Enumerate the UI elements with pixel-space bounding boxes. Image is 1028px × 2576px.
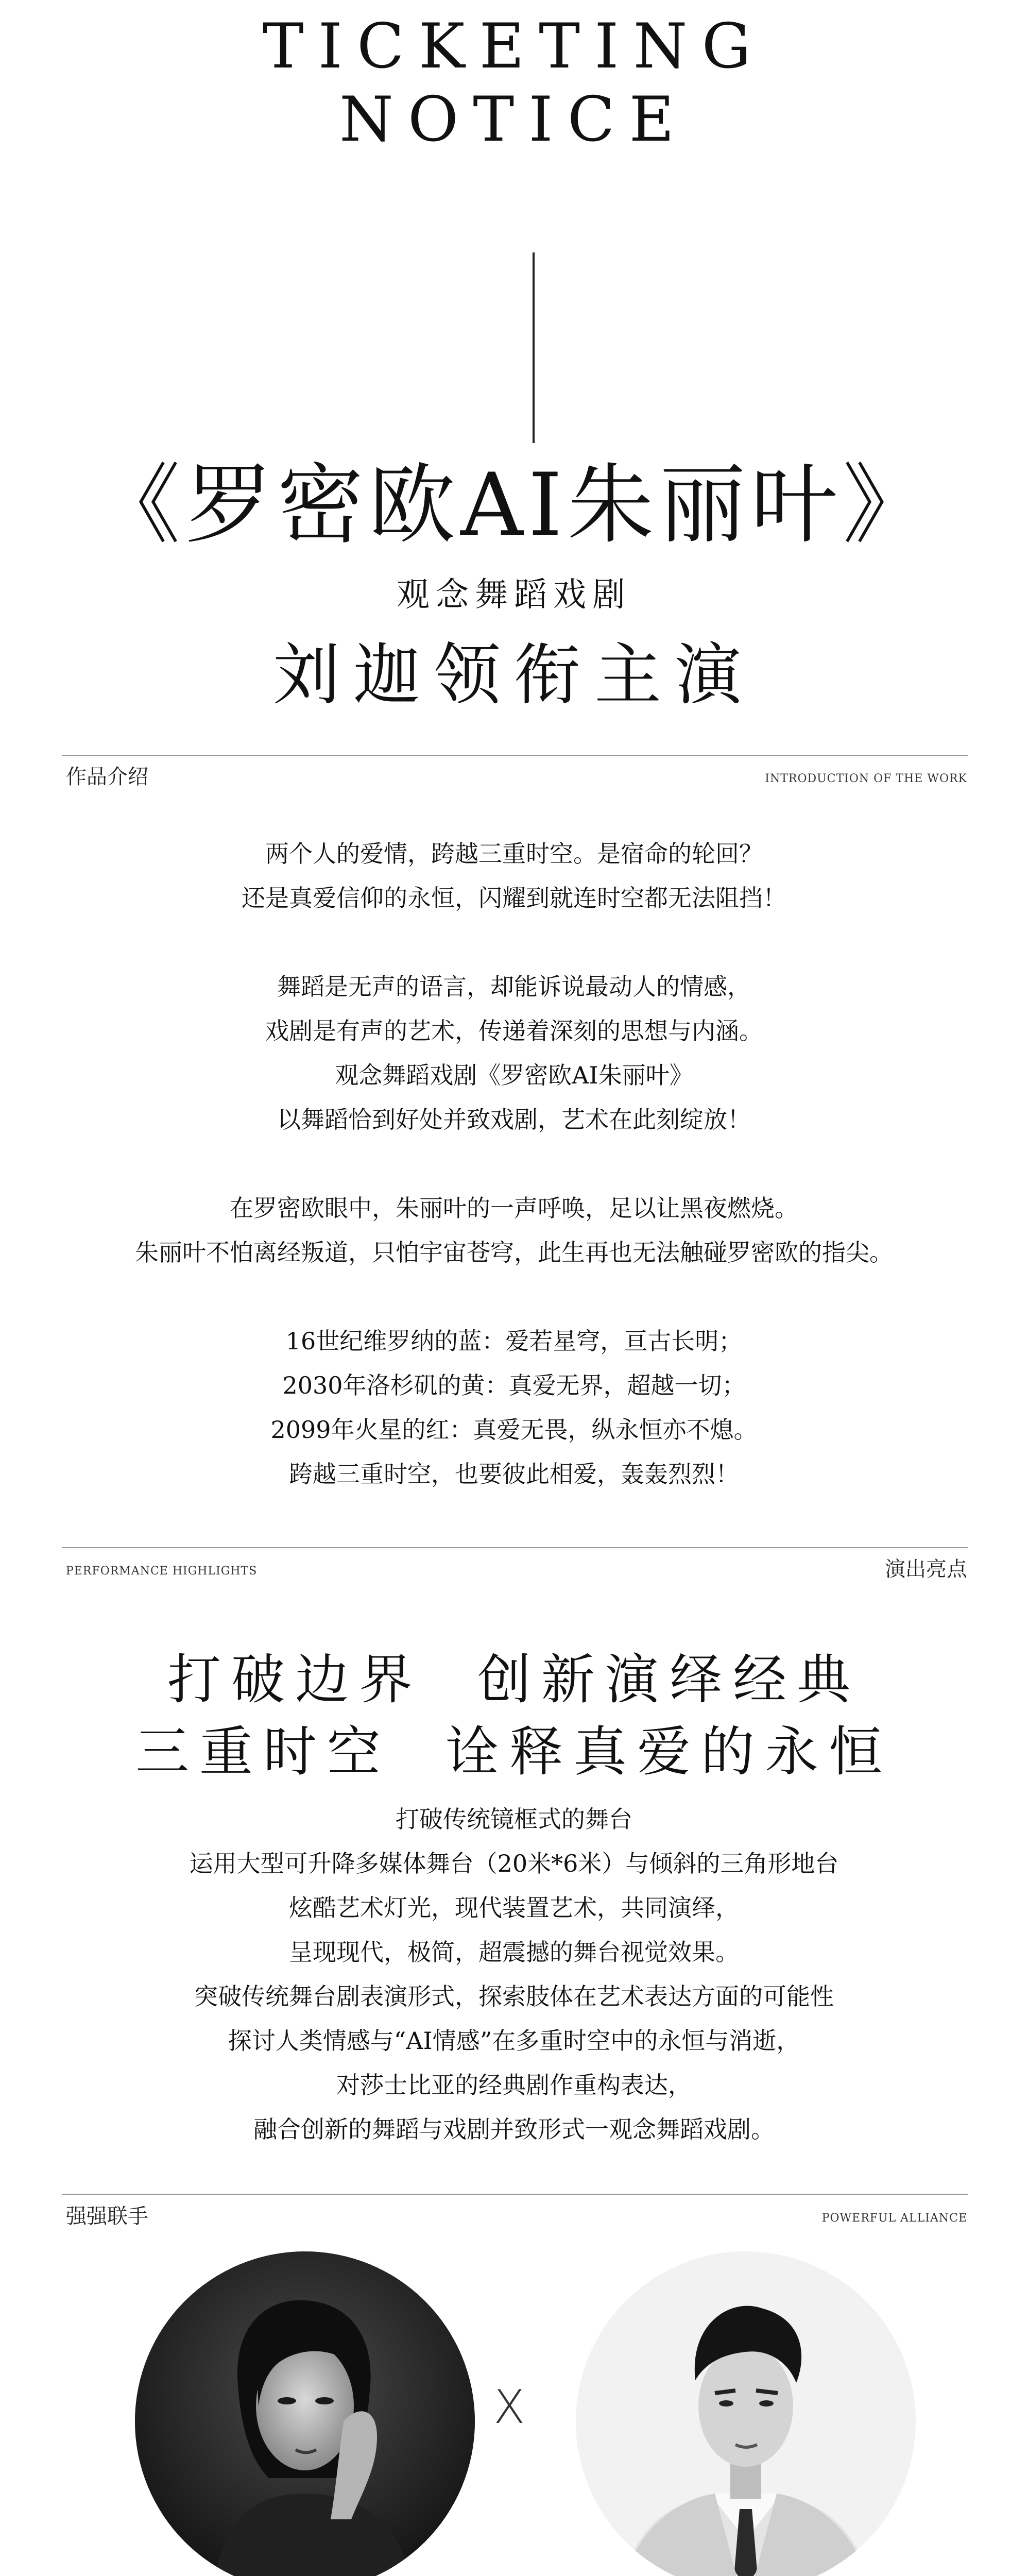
- lead-actor: 刘迦领衔主演: [272, 636, 755, 714]
- highlights-line: 炫酷艺术灯光，现代装置艺术，共同演绎，: [289, 1894, 739, 1922]
- intro-line: 以舞蹈恰到好处并致戏剧，艺术在此刻绽放！: [277, 1106, 751, 1133]
- intro-line: 戏剧是有声的艺术，传递着深刻的思想与内涵。: [265, 1017, 763, 1045]
- highlights-line: 融合创新的舞蹈与戏剧并致形式一观念舞蹈戏剧。: [253, 2115, 775, 2143]
- intro-label-cn: 作品介绍: [66, 765, 148, 789]
- intro-line: 2099年火星的红：真爱无畏，纵永恒亦不熄。: [270, 1416, 758, 1444]
- portrait-liu-jia-image: [576, 2251, 916, 2576]
- intro-line: 16世纪维罗纳的蓝：爱若星穹，亘古长明；: [285, 1327, 743, 1355]
- intro-line: 2030年洛杉矶的黄：真爱无界，超越一切；: [282, 1371, 746, 1399]
- work-title: 《罗密欧AI朱丽叶》: [94, 454, 934, 555]
- highlights-line: 对莎士比亚的经典剧作重构表达，: [336, 2071, 692, 2099]
- intro-label-en: INTRODUCTION OF THE WORK: [765, 772, 967, 785]
- highlights-line: 突破传统舞台剧表演形式，探索肢体在艺术表达方面的可能性: [194, 1982, 834, 2010]
- work-subtitle: 观念舞蹈戏剧: [397, 576, 631, 614]
- intro-line: 跨越三重时空，也要彼此相爱，轰轰烈烈！: [289, 1460, 739, 1488]
- vertical-divider: [533, 252, 535, 443]
- alliance-label-cn: 强强联手: [66, 2205, 148, 2228]
- notice-title-line2: NOTICE: [339, 84, 689, 156]
- alliance-label-en: POWERFUL ALLIANCE: [821, 2212, 967, 2225]
- intro-line: 朱丽叶不怕离经叛道，只怕宇宙苍穹，此生再也无法触碰罗密欧的指尖。: [135, 1239, 893, 1266]
- alliance-cross: X: [493, 2380, 525, 2434]
- intro-text: [0, 832, 1028, 1496]
- portrait-liu-jia: [576, 2251, 916, 2576]
- divider-intro: [62, 755, 968, 756]
- highlights-line: 呈现现代，极简，超震撼的舞台视觉效果。: [289, 1938, 739, 1966]
- intro-line: 两个人的爱情，跨越三重时空。是宿命的轮回？: [265, 840, 763, 868]
- highlights-heading-line2: 三重时空 诠释真爱的永恒: [135, 1720, 893, 1783]
- intro-line: 在罗密欧眼中，朱丽叶的一声呼唤，足以让黑夜燃烧。: [230, 1194, 798, 1222]
- notice-title: [0, 10, 1028, 157]
- highlights-line: 探讨人类情感与“AI情感”在多重时空中的永恒与消逝，: [228, 2027, 800, 2055]
- divider-highlights: [62, 1547, 968, 1548]
- intro-line: 观念舞蹈戏剧《罗密欧AI朱丽叶》: [335, 1061, 693, 1089]
- highlights-line: 运用大型可升降多媒体舞台（20米*6米）与倾斜的三角形地台: [189, 1850, 839, 1877]
- notice-title-line1: TICKETING: [262, 11, 766, 82]
- highlights-heading: [0, 1643, 1028, 1788]
- portrait-wang-yabin: [135, 2251, 475, 2576]
- highlights-line: 打破传统镜框式的舞台: [396, 1805, 632, 1833]
- highlights-text: [0, 1797, 1028, 2151]
- intro-line: 还是真爱信仰的永恒，闪耀到就连时空都无法阻挡！: [242, 884, 786, 912]
- highlights-label-cn: 演出亮点: [885, 1557, 967, 1581]
- highlights-heading-line1: 打破边界 创新演绎经典: [167, 1648, 861, 1711]
- divider-alliance: [62, 2194, 968, 2195]
- portrait-wang-yabin-image: [135, 2251, 475, 2576]
- highlights-label-en: PERFORMANCE HIGHLIGHTS: [66, 1565, 258, 1578]
- intro-line: 舞蹈是无声的语言，却能诉说最动人的情感，: [277, 973, 751, 1001]
